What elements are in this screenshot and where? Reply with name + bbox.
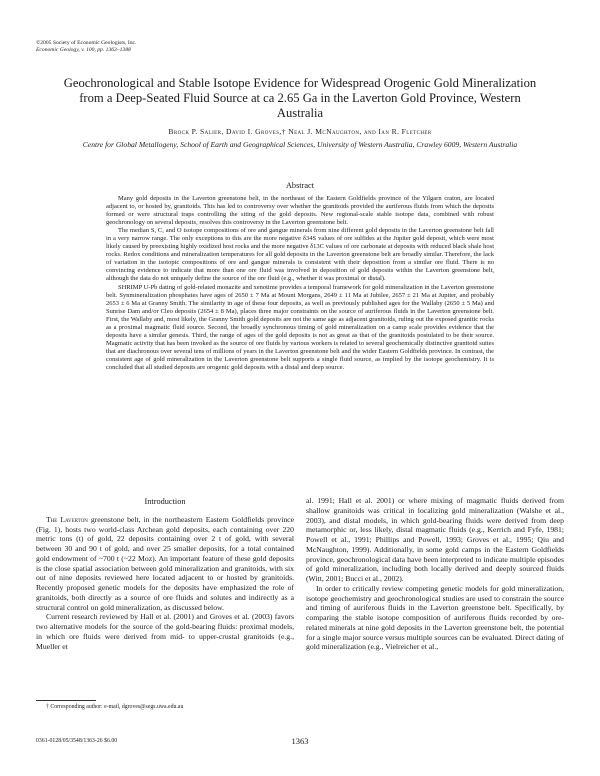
- citation-line: Economic Geology, v. 100, pp. 1363–1388: [36, 46, 131, 53]
- issn-line: 0361-0128/05/3548/1363-26 $6.00: [36, 738, 118, 744]
- author-list: Brock P. Salier, David I. Groves,† Neal J. McNaughton, and Ian R. Fletcher: [168, 127, 432, 136]
- paper-title: Geochronological and Stable Isotope Evidence for Widespread Orogenic Gold Mineralization from a Deep-Seated Fluid Source at ca 2.65 Ga in the Laverton Gold Province, Western Australia: [63, 76, 537, 120]
- intro-paragraph: Current research reviewed by Hall et al. (2001) and Groves et al. (2003) favors two alternative models for the source of the gold-bearing fluids: proximal models, in which ore fluids were derived from mid- to upper-crustal granitoids (e.g., Mueller et: [36, 612, 294, 651]
- abstract-body: [106, 195, 494, 372]
- intro-paragraph: al. 1991; Hall et al. 2001) or where mixing of magmatic fluids derived from shallow granitoids was critical in localizing gold mineralization (Walshe et al., 2003), and distal models, in which gold-bearing fluids were derived from deep metamorphic or, less likely, distal magmatic fluids (e.g., Kerrich and Fyfe, 1981; Powell et al., 1991; Phillips and Powell, 1993; Groves et al., 1995; Qiu and McNaughton, 1999). Additionally, in some gold camps in the Eastern Goldfields province, geochronological data have been interpreted to indicate multiple episodes of gold mineralization, including both locally derived and deeply sourced fluids (Witt, 2001; Bucci et al., 2002).: [306, 496, 564, 583]
- abstract-paragraph: SHRIMP U-Pb dating of gold-related monazite and xenotime provides a temporal framework for gold mineralization in the Laverton greenstone belt. Synmineralization phosphates have ages of 2650 ± 7 Ma at Mount Morgans, 2649 ± 11 Ma at Jubilee, 2657 ± 21 Ma at Jupiter, and probably 2653 ± 6 Ma at Granny Smith. The similarity in age of these four deposits, as well as previously published ages for the Wallaby (2650 ± 5 Ma) and Sunrise Dam and/or Cleo deposits (2654 ± 8 Ma), places three major constraints on the source of auriferous fluids in the Laverton greenstone belt. First, the Wallaby and, most likely, the Granny Smith gold deposits are not the same age as adjacent granitoids, ruling out the exposed granitic rocks as a proximal magmatic fluid source. Second, the broadly synchronous timing of gold mineralization on a camp scale provides evidence that the deposits have a similar genesis. Third, the range of ages of the gold deposits is not as great as that of the granitoids postulated to be their source. Magmatic activity that has been invoked as the source of ore fluids by various workers is related to several geochemically distinctive granitoid suites that are diachronous over several tens of millions of years in the Laverton greenstone belt and the wider Eastern Goldfields province. In contrast, the consistent age of gold mineralization in the Laverton greenstone belt supports a single fluid source, as implied by the isotope geochemistry. It is concluded that all studied deposits are orogenic gold deposits with a distal and deep source.: [106, 283, 494, 371]
- affiliation: Centre for Global Metallogeny, School of Earth and Geographical Sciences, University of Western Australia, Crawley 6009, Western Australia: [82, 140, 518, 149]
- corresponding-author-footnote: † Corresponding author: e-mail, dgroves@segs.uwa.edu.au: [46, 704, 184, 710]
- intro-paragraph: [36, 515, 294, 613]
- introduction-heading: Introduction: [144, 497, 186, 506]
- right-column: [306, 496, 564, 652]
- footnote-divider: [36, 700, 96, 701]
- intro-paragraph-text: greenstone belt, in the northeastern Eastern Goldfields province (Fig. 1), hosts two world-class Archean gold deposits, each containing over 220 metric tons (t) of gold, 22 deposits containing over 2 t of gold, with several between 30 and 90 t of gold, and over 25 smaller deposits, for a total contained gold endowment of ~700 t (~22 Moz). An important feature of these gold deposits is the close spatial association between gold mineralization and granitoids, with six out of nine deposits reviewed here located adjacent to or hosted by granitoids. Recently proposed genetic models for the deposits have emphasized the role of granitoids, both directly as a source of ore fluids and solutes and indirectly as a structural control on gold mineralization, as discussed below.: [36, 514, 295, 612]
- copyright-line: ©2005 Society of Economic Geologists, Inc.: [36, 40, 137, 46]
- intro-lead-text: The Laverton: [46, 514, 88, 524]
- intro-paragraph: In order to critically review competing genetic models for gold mineralization, isotope geochemistry and geochronological studies are used to constrain the source and timing of auriferous fluids in the Laverton greenstone belt. Specifically, by comparing the stable isotope composition of auriferous fluids recorded by ore-related minerals at nine gold deposits in the Laverton greenstone belt, the potential for a single major source versus multiple sources can be evaluated. Direct dating of gold mineralization (e.g., Vielreicher et al.,: [306, 583, 564, 652]
- left-column: [36, 497, 294, 651]
- journal-header: [36, 40, 136, 53]
- abstract-paragraph: The median S, C, and O isotope compositions of ore and gangue minerals from nine different gold deposits in the Laverton greenstone belt fall in a very narrow range. The only exceptions to this are the more negative δ34S values of ore sulfides at the Jupiter gold deposit, which were most likely caused by preexisting highly oxidized host rocks and the more negative δ13C values of ore carbonate at deposits with reduced black shale host rocks. Redox conditions and mineralization temperatures for all gold deposits in the Laverton greenstone belt are broadly similar. Therefore, the lack of variation in the isotopic compositions of ore and gangue minerals is consistent with their deposition from a similar ore fluid. There is no convincing evidence to indicate that more than one ore fluid was involved in deposition of gold deposits within the Laverton greenstone belt, although the data do not uniquely define the source of the ore fluid (e.g., whether it was proximal or distal).: [106, 227, 494, 283]
- page-number: 1363: [291, 736, 309, 746]
- abstract-paragraph: Many gold deposits in the Laverton greenstone belt, in the northeast of the Eastern Goldfields province of the Yilgarn craton, are located adjacent to, or hosted by, granitoids. This has led to controversy over whether the granitoids provided the auriferous fluids from which the deposits formed or were structural traps controlling the siting of the gold deposits. New regional-scale stable isotope data, combined with robust geochronology on several deposits, resolves this controversy in the Laverton greenstone belt.: [106, 195, 494, 227]
- abstract-heading: Abstract: [285, 181, 315, 190]
